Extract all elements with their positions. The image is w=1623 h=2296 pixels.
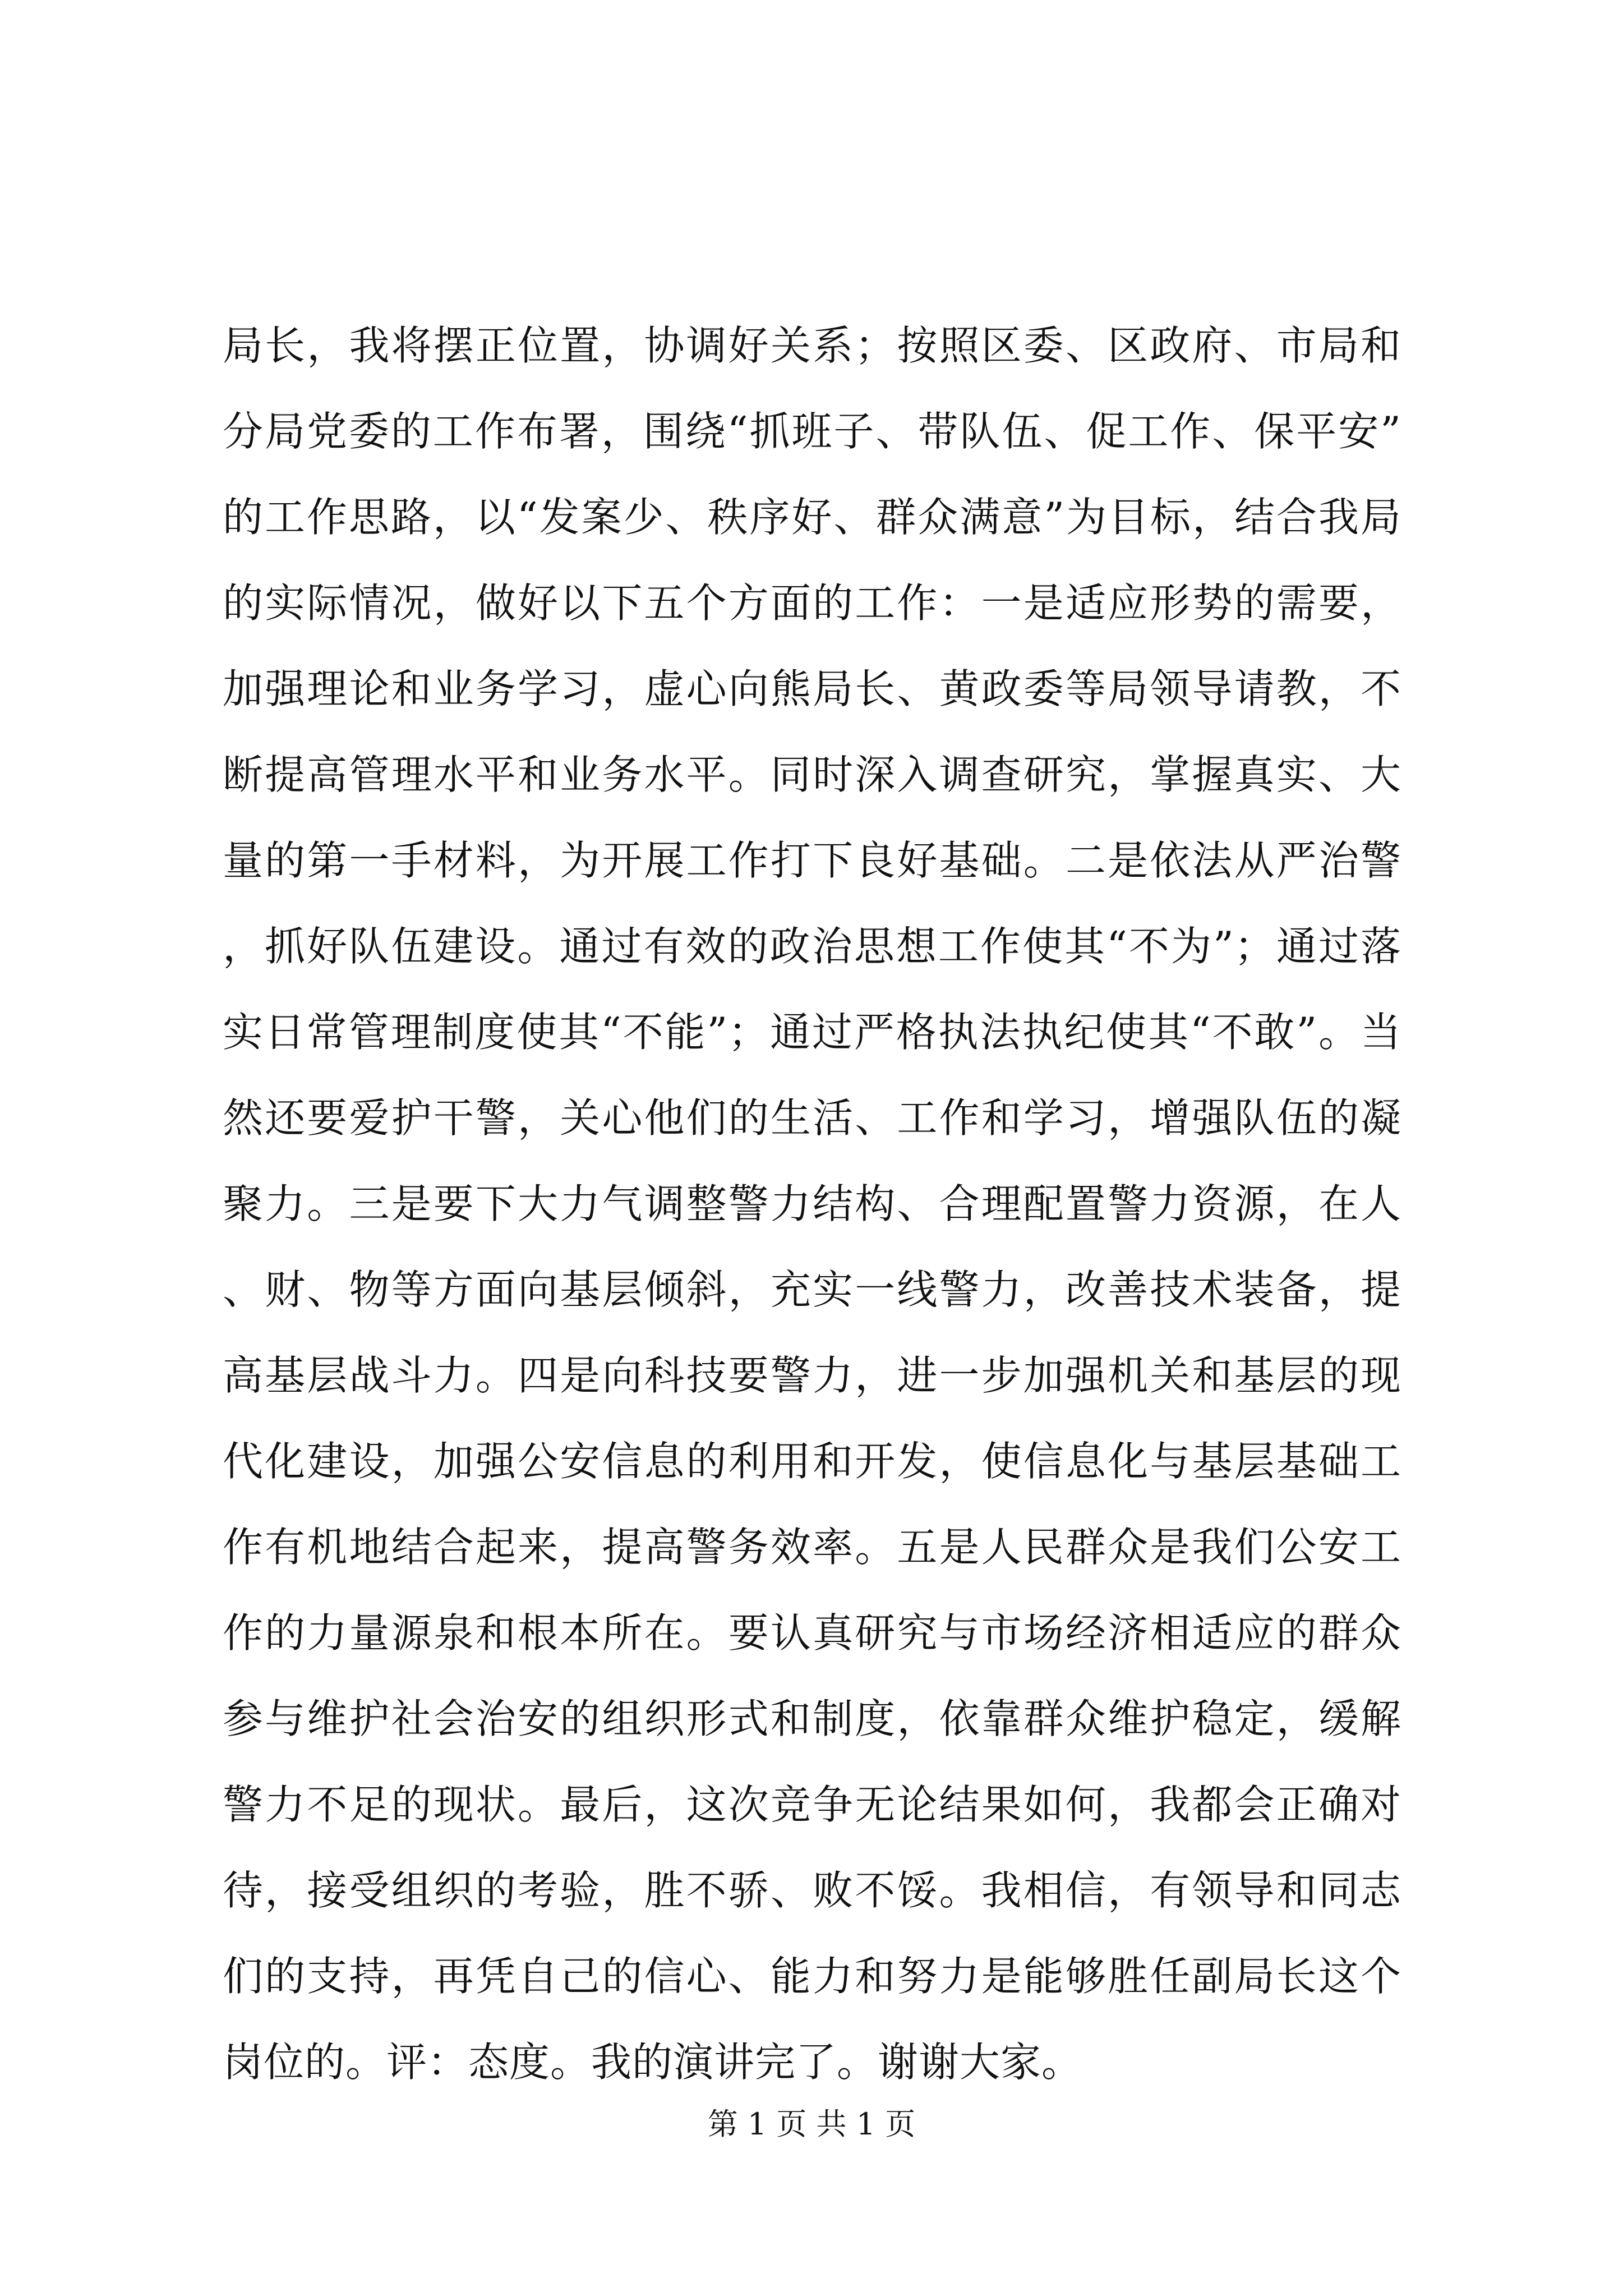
body-paragraph: 局长，我将摆正位置，协调好关系；按照区委、区政府、市局和分局党委的工作布署，围绕“抓班子、带队伍、促工作、保平安”的工作思路，以“发案少、秩序好、群众满意”为目标，结合我局的实际情况，做好以下五个方面的工作：一是适应形势的需要，加强理论和业务学习，虚心向熊局长、黄政委等局领导请教，不断提高管理水平和业务水平。同时深入调查研究，掌握真实、大量的第一手材料，为开展工作打下良好基础。二是依法从严治警，抓好队伍建设。通过有效的政治思想工作使其“不为”；通过落实日常管理制度使其“不能”；通过严格执法执纪使其“不敢”。当然还要爱护干警，关心他们的生活、工作和学习，增强队伍的凝聚力。三是要下大力气调整警力结构、合理配置警力资源，在人、财、物等方面向基层倾斜，充实一线警力，改善技术装备，提高基层战斗力。四是向科技要警力，进一步加强机关和基层的现代化建设，加强公安信息的利用和开发，使信息化与基层基础工作有机地结合起来，提高警务效率。五是人民群众是我们公安工作的力量源泉和根本所在。要认真研究与市场经济相适应的群众参与维护社会治安的组织形式和制度，依靠群众维护稳定，缓解警力不足的现状。最后，这次竞争无论结果如何，我都会正确对待，接受组织的考验，胜不骄、败不馁。我相信，有领导和同志们的支持，再凭自己的信心、能力和努力是能够胜任副局长这个岗位的。评：态度。我的演讲完了。谢谢大家。 [223, 322, 1401, 2086]
page-footer: 第 1 页 共 1 页 [707, 2106, 916, 2142]
